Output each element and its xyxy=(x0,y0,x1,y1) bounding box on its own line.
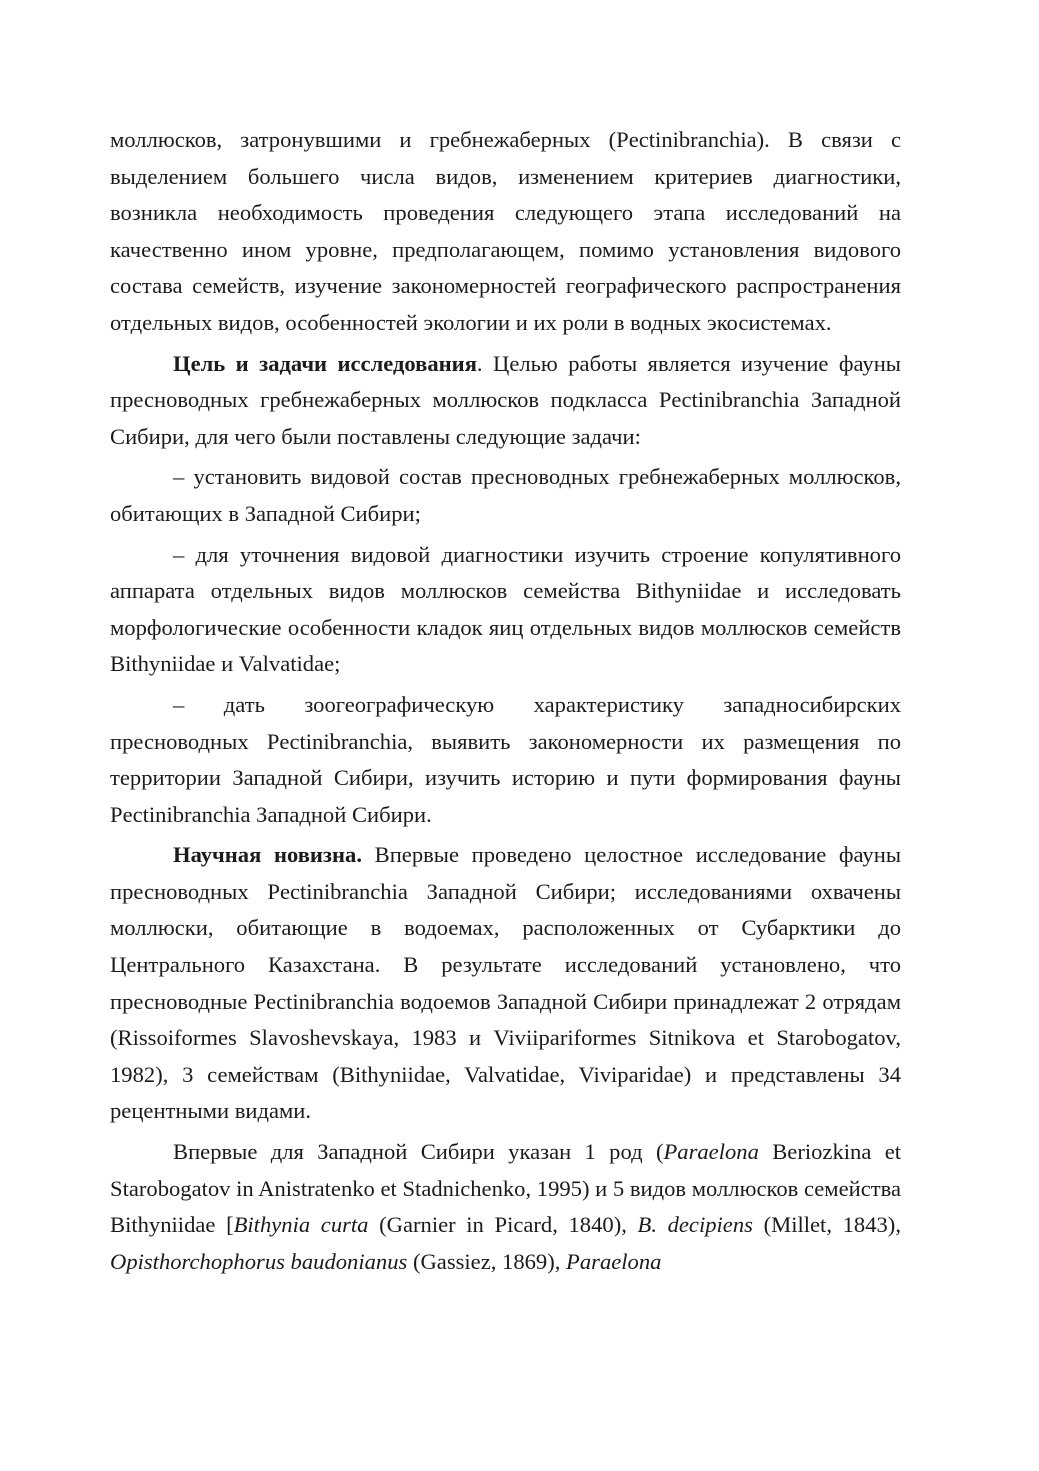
taxon-name: Bithynia curta xyxy=(233,1212,369,1238)
taxon-name: B. decipiens xyxy=(637,1212,753,1238)
document-page xyxy=(110,122,901,1280)
paragraph-goals xyxy=(110,346,901,456)
section-heading-novelty: Научная новизна. xyxy=(173,842,362,868)
taxon-name: Opisthorchophorus baudonianus xyxy=(110,1248,408,1274)
section-heading-goals: Цель и задачи исследования xyxy=(173,350,477,376)
text-span: моллюсков, затронувшими и гребнежаберных (Pectinibranchia). В связи с выделением большего числа видов, изменением критериев диагностики, возникла необходимость проведения следующего этапа исследований на качественно ином уровне, предполагающем, помимо установления видового состава семейств, изучение закономерностей географического распространения отдельных видов, особенностей экологии и их роли в водных экосистемах. xyxy=(110,127,901,335)
paragraph-first-records xyxy=(110,1134,901,1280)
text-span: Beriozkina et Starobogatov in Anistratenko et Stadnichenko, 1995) и 5 видов моллюсков семейства Bithyniidae [ xyxy=(110,1139,901,1238)
taxon-name: Paraelona xyxy=(566,1248,662,1274)
text-span: (Garnier in Picard, 1840), xyxy=(368,1212,638,1238)
text-span: – для уточнения видовой диагностики изучить строение копулятивного аппарата отдельных видов моллюсков семейства Bithyniidae и исследовать морфологические особенности кладок яиц отдельных видов моллюсков семейств Bithyniidae и Valvatidae; xyxy=(110,541,901,677)
text-span: – дать зоогеографическую характеристику западносибирских пресноводных Pectinibranchia, выявить закономерности их размещения по территории Западной Сибири, изучить историю и пути формирования фауны Pectinibranchia Западной Сибири. xyxy=(110,691,901,827)
text-span: Впервые для Западной Сибири указан 1 род ( xyxy=(173,1139,664,1165)
text-span: Впервые проведено целостное исследование фауны пресноводных Pectinibranchia Западной Сибири; исследованиями охвачены моллюски, обитающие в водоемах, расположенных от Субарктики до Центрального Казахстана. В результате исследований установлено, что пресноводные Pectinibranchia водоемов Западной Сибири принадлежат 2 отрядам (Rissoiformes Slavoshevskaya, 1983 и Viviipariformes Sitnikova et Starobogatov, 1982), 3 семействам (Bithyniidae, Valvatidae, Viviparidae) и представлены 34 рецентными видами. xyxy=(110,842,901,1124)
taxon-name: Paraelona xyxy=(663,1139,759,1165)
task-item-2 xyxy=(110,537,901,683)
text-span: (Gassiez, 1869), xyxy=(407,1248,567,1274)
text-span: – установить видовой состав пресноводных гребнежаберных моллюсков, обитающих в Западной Сибири; xyxy=(110,464,901,526)
text-span: . Целью работы является изучение фауны пресноводных гребнежаберных моллюсков подкласса Pectinibranchia Западной Сибири, для чего были поставлены следующие задачи: xyxy=(110,350,901,449)
task-item-3 xyxy=(110,687,901,833)
paragraph-novelty xyxy=(110,837,901,1130)
text-span: (Millet, 1843), xyxy=(752,1212,901,1238)
paragraph-intro xyxy=(110,122,901,342)
task-item-1 xyxy=(110,459,901,532)
